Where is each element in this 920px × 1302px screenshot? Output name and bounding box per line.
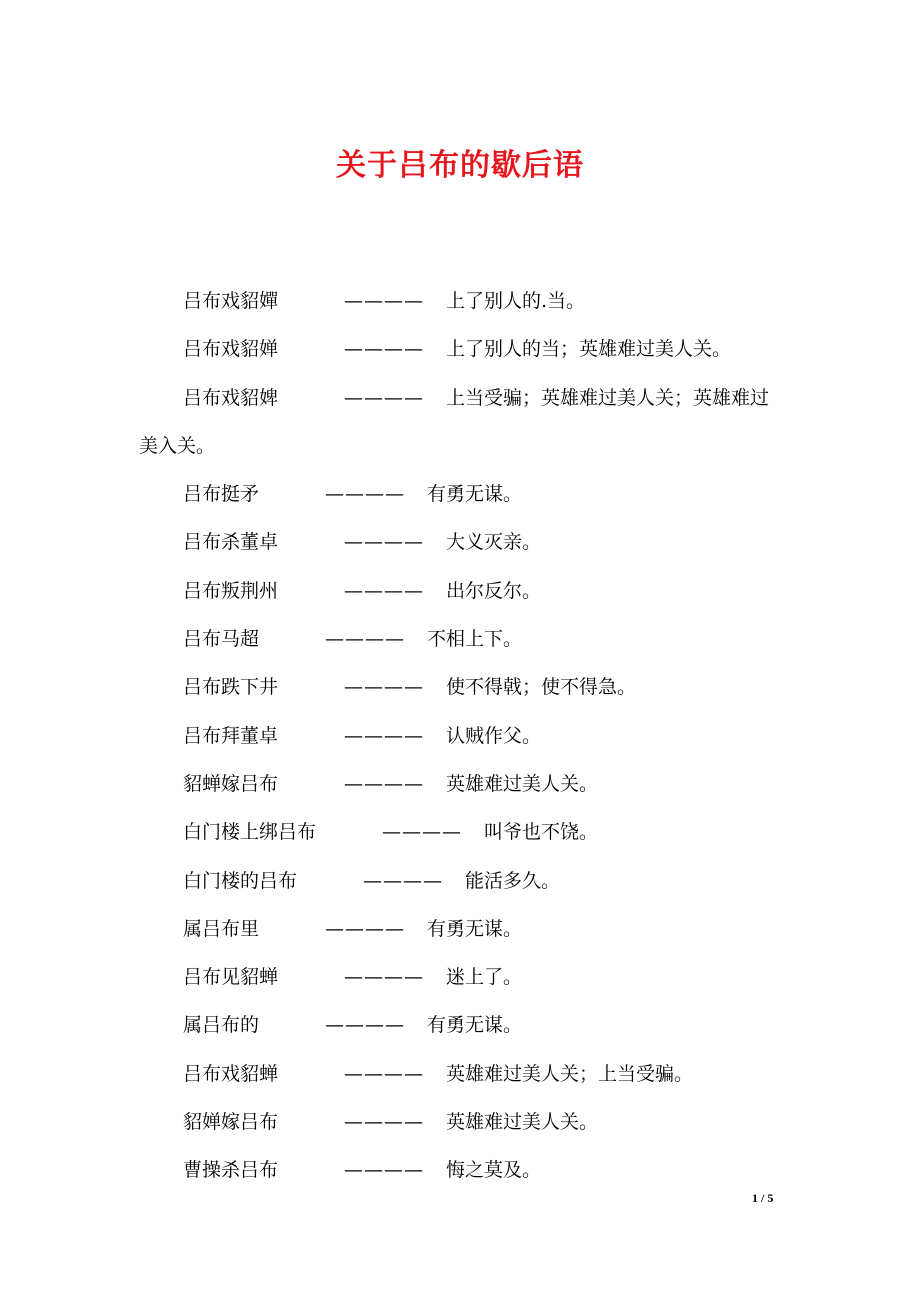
list-item [139, 567, 784, 615]
entry-separator: ———— [344, 1062, 425, 1085]
entry-separator: ———— [325, 1014, 406, 1037]
entry-answer: 使不得戟；使不得急。 [446, 676, 637, 699]
list-item [139, 374, 784, 471]
entry-riddle: 白门楼的吕布 [183, 869, 298, 892]
entry-answer: 认贼作父。 [446, 724, 542, 747]
entry-answer: 英雄难过美人关；上当受骗。 [446, 1062, 694, 1085]
list-item [139, 1050, 784, 1098]
entry-separator: ———— [344, 772, 425, 795]
list-item [139, 615, 784, 663]
entry-answer: 叫爷也不饶。 [484, 821, 599, 844]
entry-separator: ———— [344, 1159, 425, 1182]
entry-riddle: 吕布戏貂婢 [183, 386, 279, 409]
entry-answer: 不相上下。 [427, 628, 523, 651]
entry-separator: ———— [344, 966, 425, 989]
list-item [139, 1098, 784, 1146]
entry-answer: 悔之莫及。 [446, 1159, 542, 1182]
entry-separator: ———— [344, 724, 425, 747]
list-item [139, 325, 784, 373]
entry-separator: ———— [344, 1111, 425, 1134]
entry-separator: ———— [325, 483, 406, 506]
entry-answer: 能活多久。 [465, 869, 561, 892]
entry-separator: ———— [344, 531, 425, 554]
list-item [139, 857, 784, 905]
list-item [139, 760, 784, 808]
entry-riddle: 曹操杀吕布 [183, 1159, 279, 1182]
entry-riddle: 吕布挺矛 [183, 483, 260, 506]
list-item [139, 1146, 784, 1194]
entry-answer: 大义灭亲。 [446, 531, 542, 554]
entry-separator: ———— [382, 821, 463, 844]
entry-answer: 出尔反尔。 [446, 579, 542, 602]
entry-answer: 上当受骗；英雄难过美人关；英雄难过美入关。 [139, 386, 770, 457]
list-item [139, 712, 784, 760]
entry-answer: 英雄难过美人关。 [446, 1111, 599, 1134]
entry-separator: ———— [344, 579, 425, 602]
entry-riddle: 属吕布的 [183, 1014, 260, 1037]
entry-answer: 有勇无谋。 [427, 483, 523, 506]
entry-answer: 有勇无谋。 [427, 1014, 523, 1037]
list-item [139, 470, 784, 518]
entry-separator: ———— [344, 290, 425, 312]
entry-separator: ———— [344, 338, 425, 361]
list-item [139, 277, 784, 325]
page-title: 关于吕布的歇后语 [336, 148, 584, 183]
entry-riddle: 属吕布里 [183, 917, 260, 940]
entry-separator: ———— [344, 676, 425, 699]
entry-riddle: 白门楼上绑吕布 [183, 821, 317, 844]
entry-riddle: 貂蝉嫁吕布 [183, 772, 279, 795]
entries-list [139, 277, 784, 1195]
entry-separator: ———— [325, 917, 406, 940]
entry-separator: ———— [344, 386, 425, 409]
entry-riddle: 貂婵嫁吕布 [183, 1111, 279, 1134]
entry-answer: 上了别人的当；英雄难过美人关。 [446, 338, 732, 361]
entry-riddle: 吕布戏貂嬋 [183, 290, 279, 312]
entry-riddle: 吕布跌下井 [183, 676, 279, 699]
entry-answer: 英雄难过美人关。 [446, 772, 599, 795]
list-item [139, 808, 784, 856]
entry-riddle: 吕布叛荆州 [183, 579, 279, 602]
entry-riddle: 吕布戏貂婵 [183, 338, 279, 361]
entry-riddle: 吕布杀董卓 [183, 531, 279, 554]
entry-riddle: 吕布见貂蝉 [183, 966, 279, 989]
list-item [139, 1001, 784, 1049]
list-item [139, 953, 784, 1001]
entry-riddle: 吕布马超 [183, 628, 260, 651]
list-item [139, 518, 784, 566]
list-item [139, 905, 784, 953]
entry-riddle: 吕布戏貂蝉 [183, 1062, 279, 1085]
entry-separator: ———— [363, 869, 444, 892]
page-number: 1 / 5 [752, 1191, 774, 1205]
entry-answer: 上了别人的.当。 [446, 290, 586, 312]
entry-answer: 迷上了。 [446, 966, 523, 989]
entry-riddle: 吕布拜董卓 [183, 724, 279, 747]
list-item [139, 663, 784, 711]
entry-separator: ———— [325, 628, 406, 651]
entry-answer: 有勇无谋。 [427, 917, 523, 940]
